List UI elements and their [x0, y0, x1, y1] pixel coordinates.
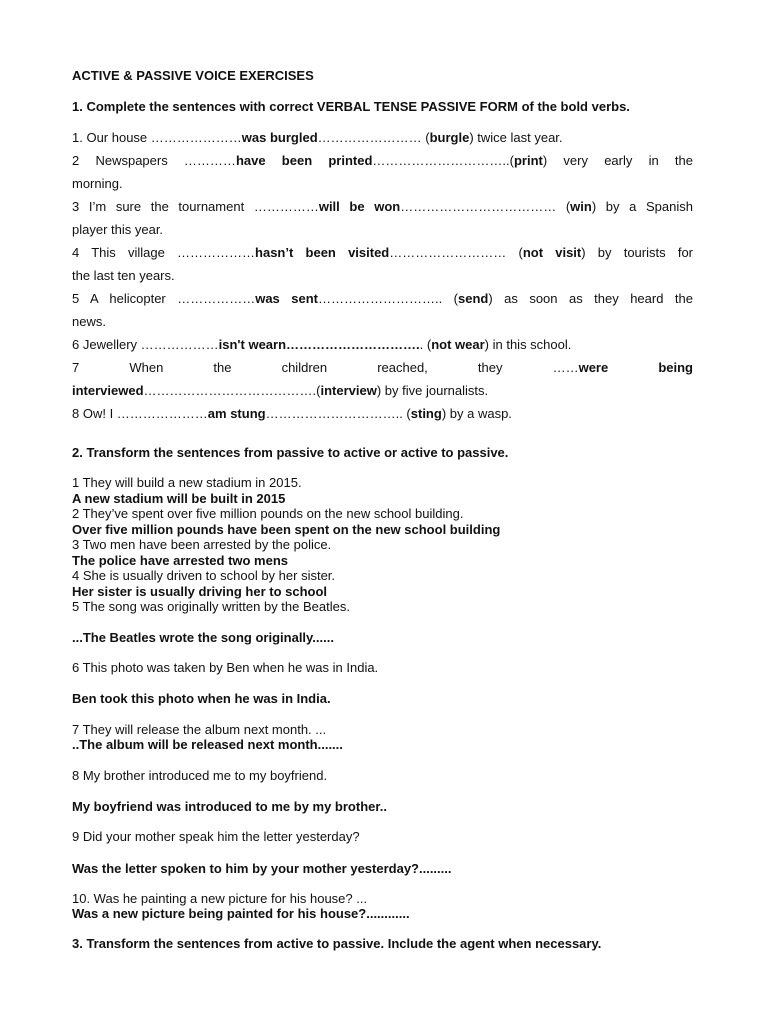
s2-a-3: The police have arrested two mens	[72, 553, 289, 568]
s2-q-8: 8 My brother introduced me to my boyfriend.	[72, 768, 328, 783]
s2-a-2: Over five million pounds have been spent on the new school building	[72, 522, 501, 537]
s2-a-7: ..The album will be released next month.......	[72, 737, 343, 752]
s2-q-3: 3 Two men have been arrested by the police.	[72, 537, 332, 552]
section1-heading: 1. Complete the sentences with correct VERBAL TENSE PASSIVE FORM of the bold verbs.	[72, 99, 630, 114]
s2-q-10: 10. Was he painting a new picture for his house? ...	[72, 891, 368, 906]
s2-q-4: 4 She is usually driven to school by her sister.	[72, 568, 336, 583]
s1-item-6: 6 Jewellery ………………isn't wearn………………………….. (not wear) in this school.	[72, 337, 572, 352]
s1-item-4: 4 This village ………………hasn’t been visited……………………… (not visit) by tourists for	[72, 245, 693, 260]
s2-a-9: Was the letter spoken to him by your mother yesterday?.........	[72, 861, 452, 876]
s1-item-3: 3 I’m sure the tournament ……………will be won……………………………… (win) by a Spanish	[72, 199, 693, 214]
s1-item-5-cont: news.	[72, 314, 106, 329]
section3-heading: 3. Transform the sentences from active to passive. Include the agent when necessary.	[72, 936, 602, 951]
s2-a-1: A new stadium will be built in 2015	[72, 491, 286, 506]
s2-a-8: My boyfriend was introduced to me by my brother..	[72, 799, 387, 814]
s2-a-5: ...The Beatles wrote the song originally......	[72, 630, 334, 645]
s2-a-10: Was a new picture being painted for his house?............	[72, 906, 410, 921]
s2-q-5: 5 The song was originally written by the Beatles.	[72, 599, 350, 614]
s2-q-6: 6 This photo was taken by Ben when he was in India.	[72, 660, 379, 675]
s1-item-4-cont: the last ten years.	[72, 268, 175, 283]
s1-item-2-cont: morning.	[72, 176, 123, 191]
s2-a-6: Ben took this photo when he was in India.	[72, 691, 331, 706]
s1-item-8: 8 Ow! I …………………am stung………………………….. (sting) by a wasp.	[72, 406, 512, 421]
section2-heading: 2. Transform the sentences from passive to active or active to passive.	[72, 445, 509, 460]
s1-item-5: 5 A helicopter ………………was sent……………………….. (send) as soon as they heard the	[72, 291, 693, 306]
s1-item-1: 1. Our house …………………was burgled…………………… (burgle) twice last year.	[72, 130, 563, 145]
s2-q-7: 7 They will release the album next month. ...	[72, 722, 327, 737]
s1-item-2: 2 Newspapers …………have been printed…………………………..(print) very early in the	[72, 153, 693, 168]
s1-item-7-cont: interviewed………………………………….(interview) by five journalists.	[72, 383, 489, 398]
document-title: ACTIVE & PASSIVE VOICE EXERCISES	[72, 68, 314, 83]
s2-q-1: 1 They will build a new stadium in 2015.	[72, 475, 302, 490]
s2-q-9: 9 Did your mother speak him the letter yesterday?	[72, 829, 360, 844]
s1-item-7: 7 When the children reached, they ……were being	[72, 360, 693, 375]
s2-a-4: Her sister is usually driving her to school	[72, 584, 328, 599]
s1-item-3-cont: player this year.	[72, 222, 164, 237]
s2-q-2: 2 They’ve spent over five million pounds on the new school building.	[72, 506, 464, 521]
